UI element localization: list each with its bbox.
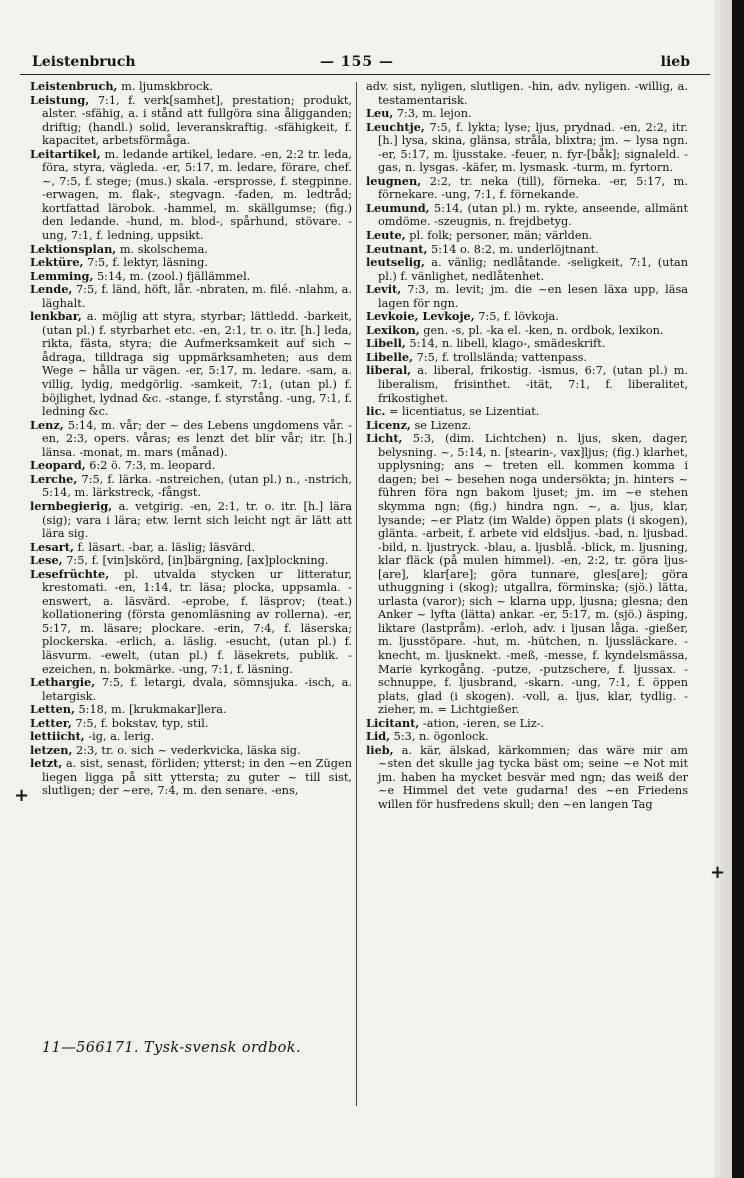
entry-headword: Leu, bbox=[366, 106, 394, 121]
entry-definition: m. ljumskbrock. bbox=[117, 80, 213, 93]
entry-headword: Licenz, bbox=[366, 417, 411, 432]
dictionary-entry bbox=[366, 175, 688, 202]
column-divider bbox=[356, 82, 357, 1106]
entry-definition: -ig, a. lerig. bbox=[84, 730, 155, 744]
entry-headword: letzen, bbox=[30, 742, 73, 757]
dictionary-entry bbox=[30, 459, 352, 473]
entry-definition: adv. sist, nyligen, slutligen. -hin, adv. nyligen. -willig, a. testamentarisk. bbox=[366, 80, 688, 107]
entry-definition: 7:5, f. trollslända; vattenpass. bbox=[413, 350, 588, 364]
entry-definition: a. liberal, frikostig. -ismus, 6:7, (utan pl.) m. liberalism, frisinthet. -ität, 7:1, f. liberalitet, frikostighet. bbox=[378, 364, 688, 405]
entry-headword: lenkbar, bbox=[30, 309, 82, 324]
entry-definition: 2:2, tr. neka (till), förneka. -er, 5:17, m. förnekare. -ung, 7:1, f. förnekande. bbox=[378, 174, 688, 202]
entry-definition: 7:5, f. lektyr, läsning. bbox=[83, 256, 208, 270]
running-header bbox=[20, 40, 710, 75]
left-column bbox=[30, 80, 352, 798]
dictionary-entry bbox=[30, 80, 352, 94]
dictionary-entry bbox=[366, 310, 688, 324]
entry-headword: Levkoie, Levkoje, bbox=[366, 309, 475, 324]
dictionary-entry bbox=[366, 351, 688, 365]
entry-headword: Leutnant, bbox=[366, 241, 428, 256]
entry-headword: leutselig, bbox=[366, 255, 425, 270]
entry-definition: 7:3, m. lejon. bbox=[393, 107, 472, 121]
entry-definition: 7:5, f. lykta; lyse; ljus, prydnad. -en, 2:2, itr. [h.] lysa, skina, glänsa, stråla, blixtra; jm. ~ lysa ngn. -er, 5:17, m. ljusstake. -feuer, n. fyr-[båk]; signaleld. -gas, n. lysgas. -käfer, m. lysmask. -turm, m. fyrtorn. bbox=[378, 120, 688, 175]
entry-definition: 7:5, f. letargi, dvala, sömnsjuka. -isch, a. letargisk. bbox=[42, 676, 352, 703]
entry-headword: Licitant, bbox=[366, 715, 420, 730]
dictionary-entry bbox=[366, 405, 688, 419]
header-tail-word: lieb bbox=[660, 54, 690, 70]
dictionary-entry bbox=[30, 270, 352, 284]
page-number: — 155 — bbox=[320, 54, 394, 70]
entry-headword: Lenz, bbox=[30, 417, 64, 432]
dictionary-entry bbox=[30, 568, 352, 676]
dictionary-entry bbox=[366, 80, 688, 107]
entry-definition: 5:14, m. vår; der ~ des Lebens ungdomens vår. -en, 2:3, opers. våras; es lenzt det blir vår; itr. [h.] länsa. -monat, m. mars (månad). bbox=[42, 418, 352, 459]
entry-definition: 6:2 ö. 7:3, m. leopard. bbox=[85, 459, 216, 473]
entry-definition: se Lizenz. bbox=[410, 418, 472, 432]
entry-headword: Leitartikel, bbox=[30, 146, 101, 161]
dictionary-entry bbox=[30, 419, 352, 460]
dictionary-entry bbox=[366, 107, 688, 121]
dictionary-entry bbox=[366, 121, 688, 175]
entry-definition: 7:1, f. verk[samhet], prestation; produkt, alster. -sfähig, a. i stånd att fullgöra sina åligganden; driftig; (handl.) solid, leveranskraftig. -sfähigkeit, f. kapacitet, arbetsförmåga. bbox=[42, 93, 352, 148]
entry-headword: Lemming, bbox=[30, 268, 94, 283]
entry-definition: a. vetgirig. -en, 2:1, tr. o. itr. [h.] lära (sig); vara i lära; etw. lernt sich leicht ngt är lätt att lära sig. bbox=[42, 499, 352, 541]
entry-definition: 7:5, f. lövkoja. bbox=[474, 310, 559, 324]
entry-definition: 5:3, n. ögonlock. bbox=[390, 730, 489, 744]
dictionary-entry bbox=[30, 310, 352, 418]
entry-definition: 7:5, f. bokstav, typ, stil. bbox=[71, 716, 209, 730]
entry-definition: m. ledande artikel, ledare. -en, 2:2 tr. leda, föra, styra, vägleda. -er, 5:17, m. ledare, förare, chef. ~, 7:5, f. stege; (mus.) skala. -ersprosse, f. stegpinne. -erwagen, m. flak-, stegvagn. -faden, m. ledtråd; kortfattad lärobok. -hammel, m. skällgumse; (fig.) den ledande. -hund, m. blod-, spårhund, stövare. -ung, 7:1, f. ledning, uppsikt. bbox=[42, 147, 352, 243]
dictionary-entry bbox=[30, 94, 352, 148]
entry-definition: 5:3, (dim. Lichtchen) n. ljus, sken, dager, belysning. ~, 5:14, n. [stearin-, vax]ljus; (fig.) klarhet, upplysning; ans ~ treten ell. kommen komma i dagen; bei ~ besehen noga undersökta; jn. hinters ~ führen föra ngn bakom ljuset; jm. im ~e stehen skymma ngn; (fig.) hindra ngn. ~, a. ljus, klar, lysande; ~er Platz (im Walde) öppen plats (i skogen), glänta. -arbeit, f. arbete vid eldsljus. -bad, n. ljusbad. -bild, n. ljustryck. -blau, a. ljusblå. -blick, m. ljusning, klar fläck (på mulen himmel). -en, 2:2, tr. göra ljus-[are], klar[are]; göra tunnare, gles[are]; göra uthuggning i (skog); utgallra, förminska; (sjö.) lätta, urlasta (varor); sich ~ klarna upp, ljusna; glesna; den Anker ~ lyfta (lätta) ankar. -er, 5:17, m. (sjö.) äsping, liktare (lastpråm). -erloh, adv. i ljusan låga. -gießer, m. ljusstöpare. -hut, m. -hütchen, n. ljussläckare. -knecht, m. ljusknekt. -meß, -messe, f. kyndelsmässa, Marie kyrkogång. -putze, -putzschere, f. ljussax. -schnuppe, f. ljusbrand, -skarn. -ung, 7:1, f. öppen plats, glad (i skogen). -voll, a. ljus, klar, tydlig. -zieher, m. = Lichtgießer. bbox=[378, 432, 688, 717]
dictionary-entry bbox=[366, 337, 688, 351]
dictionary-entry bbox=[366, 730, 688, 744]
entry-headword: Libelle, bbox=[366, 349, 414, 364]
header-lead-word: Leistenbruch bbox=[32, 54, 136, 70]
dictionary-entry bbox=[30, 500, 352, 541]
entry-headword: lernbegierig, bbox=[30, 498, 113, 513]
entry-headword: letzt, bbox=[30, 756, 63, 771]
entry-definition: f. läsart. -bar, a. läslig; läsvärd. bbox=[73, 540, 256, 554]
dictionary-entry bbox=[366, 717, 688, 731]
entry-headword: leugnen, bbox=[366, 173, 422, 188]
dictionary-entry bbox=[30, 256, 352, 270]
left-margin-plus-mark: + bbox=[14, 785, 30, 806]
dictionary-entry bbox=[30, 148, 352, 243]
entry-headword: Lende, bbox=[30, 282, 73, 297]
scan-border bbox=[732, 0, 744, 1178]
entry-headword: Libell, bbox=[366, 336, 406, 351]
dictionary-page bbox=[14, 40, 726, 1150]
entry-definition: 7:5, f. länd, höft, lår. -nbraten, m. filé. -nlahm, a. läghalt. bbox=[42, 283, 352, 310]
entry-definition: pl. folk; personer, män; världen. bbox=[405, 229, 593, 243]
dictionary-entry bbox=[366, 419, 688, 433]
entry-definition: gen. -s, pl. -ka el. -ken, n. ordbok, lexikon. bbox=[419, 323, 664, 337]
entry-definition: m. skolschema. bbox=[116, 242, 208, 256]
dictionary-entry bbox=[366, 202, 688, 229]
dictionary-entry bbox=[366, 744, 688, 812]
entry-definition: 7:3, m. levit; jm. die ~en lesen läxa upp, läsa lagen för ngn. bbox=[378, 283, 688, 310]
entry-headword: Lid, bbox=[366, 729, 391, 744]
entry-definition: 5:14 o. 8:2, m. underlöjtnant. bbox=[427, 242, 599, 256]
dictionary-entry bbox=[366, 283, 688, 310]
entry-headword: lic. bbox=[366, 404, 386, 419]
entry-headword: Lesefrüchte, bbox=[30, 566, 110, 581]
entry-headword: Letter, bbox=[30, 715, 72, 730]
dictionary-entry bbox=[30, 730, 352, 744]
entry-headword: lieb, bbox=[366, 742, 394, 757]
entry-headword: Lexikon, bbox=[366, 322, 420, 337]
entry-definition: -ation, -ieren, se Liz-. bbox=[419, 716, 545, 730]
signature-footer: 11—566171. Tysk-svensk ordbok. bbox=[42, 1040, 301, 1056]
entry-definition: pl. utvalda stycken ur litteratur, krestomati. -en, 1:14, tr. läsa; plocka, uppsamla. -enswert, a. läsvärd. -eprobe, f. läsprov; (teat.) kollationering (första genomläsning av rollerna). -er, 5:17, m. läsare; plockare. -erin, 7:4, f. läserska; plockerska. -erlich, a. läslig. -esucht, (utan pl.) f. läsvurm. -ewelt, (utan pl.) f. läsekrets, publik. -ezeichen, n. bokmärke. -ung, 7:1, f. läsning. bbox=[42, 567, 352, 676]
entry-definition: 5:14, (utan pl.) m. rykte, anseende, allmänt omdöme. -szeugnis, n. frejdbetyg. bbox=[378, 201, 688, 229]
dictionary-entry bbox=[30, 717, 352, 731]
entry-headword: Lerche, bbox=[30, 471, 78, 486]
entry-headword: Leuchtje, bbox=[366, 119, 425, 134]
entry-definition: 5:14, m. (zool.) fjällämmel. bbox=[93, 269, 251, 283]
right-margin-plus-mark: + bbox=[710, 862, 726, 883]
entry-headword: Lese, bbox=[30, 553, 63, 568]
dictionary-entry bbox=[30, 757, 352, 798]
dictionary-entry bbox=[30, 473, 352, 500]
entry-headword: Lektüre, bbox=[30, 255, 84, 270]
entry-definition: 5:18, m. [krukmakar]lera. bbox=[74, 703, 227, 717]
entry-definition: = licentiatus, se Lizentiat. bbox=[385, 405, 540, 419]
dictionary-entry bbox=[30, 243, 352, 257]
dictionary-entry bbox=[30, 744, 352, 758]
dictionary-entry bbox=[30, 703, 352, 717]
entry-headword: Levit, bbox=[366, 282, 402, 297]
entry-headword: lettiicht, bbox=[30, 729, 85, 744]
dictionary-entry bbox=[366, 324, 688, 338]
entry-definition: a. sist, senast, förliden; ytterst; in den ~en Zügen liegen ligga på sitt yttersta; zu guter ~ till sist, slutligen; der ~ere, 7:4, m. den senare. -ens, bbox=[42, 757, 352, 798]
entry-headword: Letten, bbox=[30, 702, 75, 717]
entry-definition: a. vänlig; nedlåtande. -seligkeit, 7:1, (utan pl.) f. vänlighet, nedlåtenhet. bbox=[378, 256, 688, 283]
entry-headword: Leopard, bbox=[30, 458, 86, 473]
dictionary-entry bbox=[30, 676, 352, 703]
dictionary-entry bbox=[366, 256, 688, 283]
entry-definition: 7:5, f. [vin]skörd, [in]bärgning, [ax]plockning. bbox=[62, 554, 329, 568]
entry-definition: 7:5, f. lärka. -nstreichen, (utan pl.) n., -nstrich, 5:14, m. lärkstreck, -fångst. bbox=[42, 472, 352, 500]
dictionary-entry bbox=[366, 432, 688, 716]
dictionary-entry bbox=[30, 541, 352, 555]
entry-headword: liberal, bbox=[366, 363, 412, 378]
entry-definition: a. möjlig att styra, styrbar; lättledd. -barkeit, (utan pl.) f. styrbarhet etc. -en, 2:1, tr. o. itr. [h.] leda, rikta, fästa, styra; die Aufmerksamkeit auf sich ~ ådraga, tilldraga sig uppmärksamheten; aus dem Wege ~ hålla ur vägen. -er, 5:17, m. ledare. -sam, a. villig, lydig, medgörlig. -samkeit, 7:1, (utan pl.) f. böjlighet, lydnad &c. -stange, f. styrstång. -ung, 7:1, f. ledning &c. bbox=[42, 310, 352, 419]
entry-headword: Lethargie, bbox=[30, 675, 96, 690]
entry-headword: Leumund, bbox=[366, 200, 430, 215]
dictionary-entry bbox=[30, 554, 352, 568]
entry-headword: Licht, bbox=[366, 431, 403, 446]
entry-definition: a. kär, älskad, kärkommen; das wäre mir am ~sten det skulle jag tycka bäst om; seine ~e Not mit jm. haben ha mycket besvär med ngn; das weiß der ~e Himmel det vete gudarna! des ~en Friedens willen för husfredens skull; den ~en langen Tag bbox=[378, 743, 688, 811]
dictionary-entry bbox=[366, 229, 688, 243]
entry-headword: Lesart, bbox=[30, 539, 74, 554]
entry-definition: 2:3, tr. o. sich ~ vederkvicka, läska sig. bbox=[72, 743, 301, 757]
right-column bbox=[366, 80, 688, 812]
entry-headword: Leute, bbox=[366, 228, 406, 243]
dictionary-entry bbox=[30, 283, 352, 310]
dictionary-entry bbox=[366, 364, 688, 405]
entry-headword: Leistenbruch, bbox=[30, 79, 118, 93]
entry-definition: 5:14, n. libell, klago-, smädeskrift. bbox=[405, 337, 606, 351]
entry-headword: Lektionsplan, bbox=[30, 241, 117, 256]
dictionary-entry bbox=[366, 243, 688, 257]
entry-headword: Leistung, bbox=[30, 92, 90, 107]
